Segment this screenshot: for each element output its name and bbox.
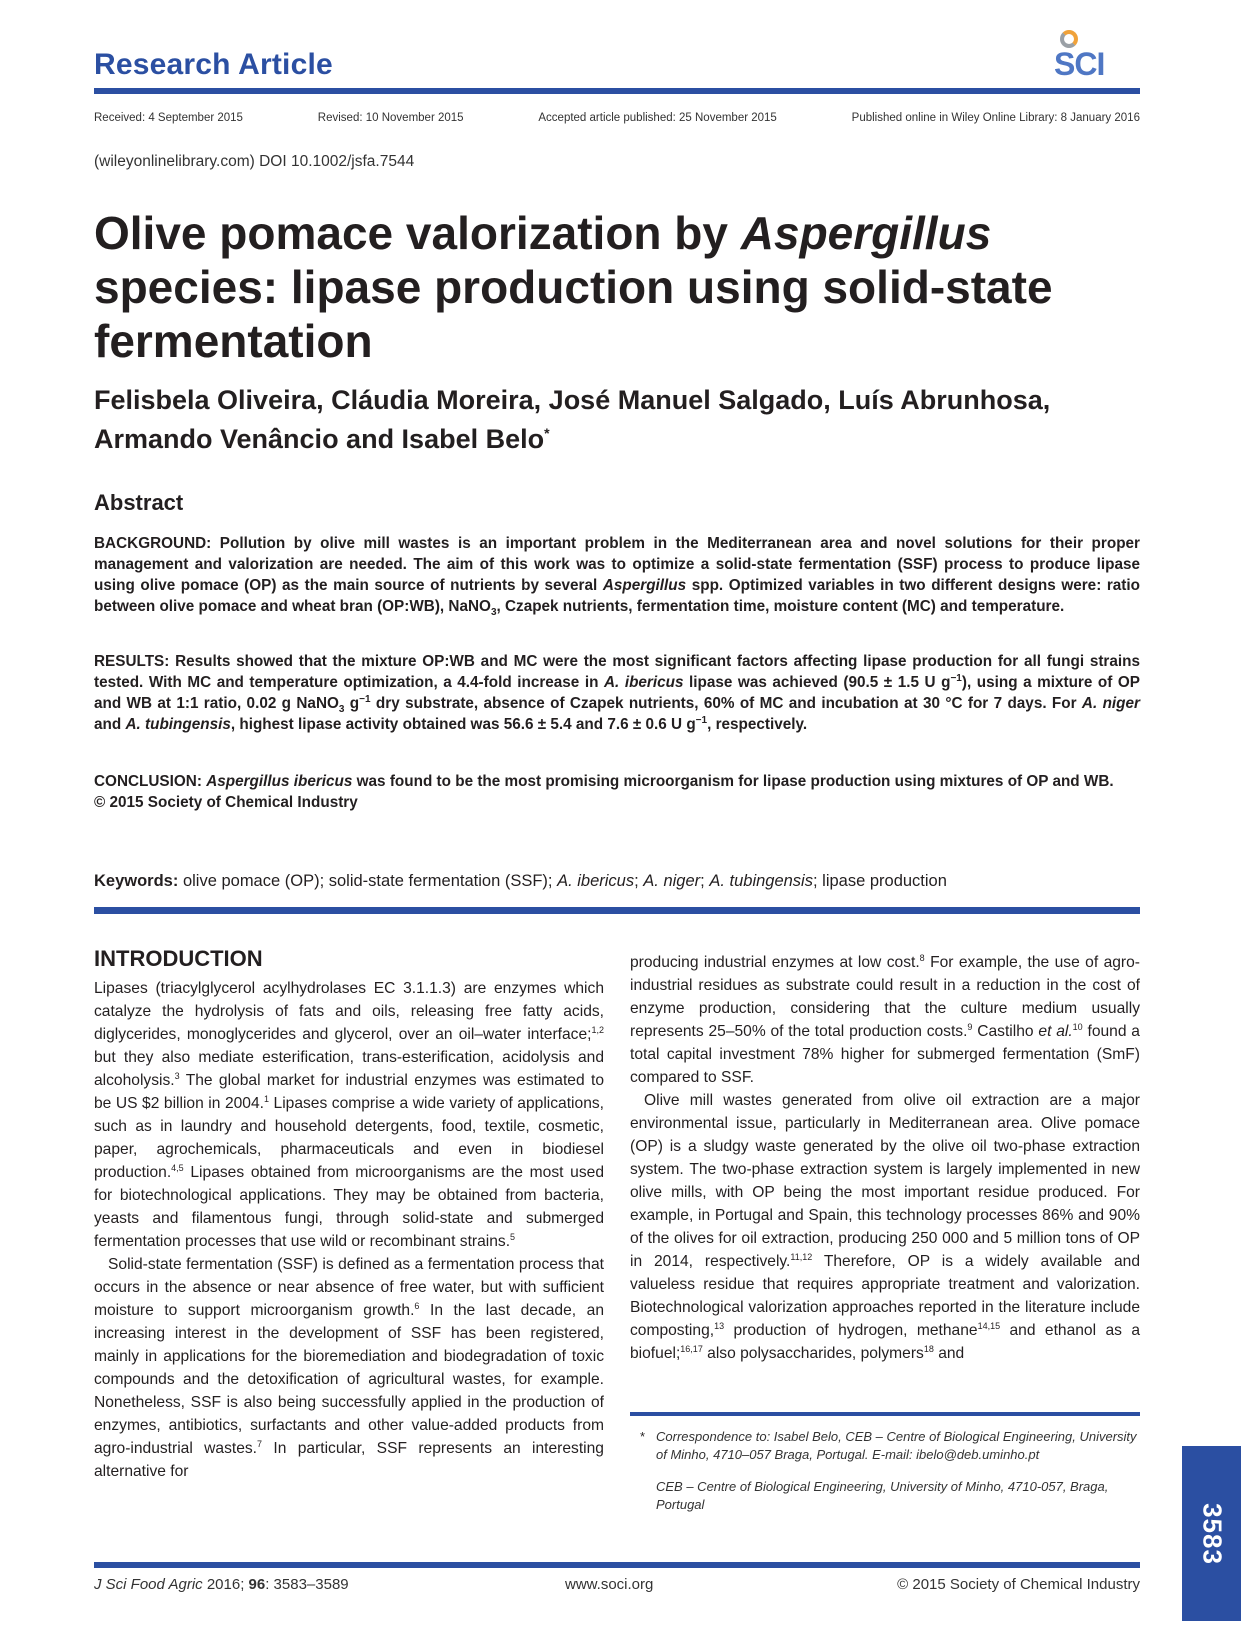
page-number-tab — [1182, 1446, 1241, 1621]
footnote-star: * — [640, 1429, 646, 1444]
abstract-background: BACKGROUND: Pollution by olive mill wastes is an important problem in the Mediterranean area and novel solutions for their proper management and valorization are needed. The aim of this work was to optimize a solid-state fermentation (SSF) process to produce lipase using olive pomace (OP) as the main source of nutrients by several Aspergillus spp. Optimized variables in two different designs were: ratio between olive pomace and wheat bran (OP:WB), NaNO$_3$, Czapek nutrients, fermentation time, moisture content (MC) and temperature. — [94, 535, 1140, 619]
right-column — [630, 951, 1140, 1365]
footer-copyright: © 2015 Society of Chemical Industry — [897, 1576, 1140, 1593]
page-number: 3583 — [1197, 1502, 1227, 1565]
title-text-2: species: lipase production using solid-state fermentation — [94, 261, 1053, 367]
correspondence-note: Correspondence to: Isabel Belo, CEB – Centre of Biological Engineering, University of Minho, 4710–057 Braga, Portugal. E-mail: ibelo@deb.uminho.pt — [656, 1429, 1137, 1462]
abstract-results: RESULTS: Results showed that the mixture OP:WB and MC were the most significant factors affecting lipase production for all fungi strains tested. With MC and temperature optimization, a 4.4-fold increase in A. ibericus lipase was achieved (90.5 ± 1.5 U $g^{-1}$), using a mixture of OP and WB at 1:1 ratio, 0.02 g NaNO$_3$ $g^{-1}$ dry substrate, absence of Czapek nutrients, 60% of MC and incubation at 30 °C for 7 days. For A. niger and A. tubingensis, highest lipase activity obtained was 56.6 ± 5.4 and 7.6 ± 0.6 U $g^{-1}$, respectively. — [94, 653, 1141, 733]
article-dates — [94, 112, 1140, 124]
website-link[interactable]: www.soci.org — [565, 1576, 654, 1593]
introduction-heading: INTRODUCTION — [94, 946, 263, 971]
author-list — [94, 384, 1154, 456]
abstract-copyright: © 2015 Society of Chemical Industry — [94, 794, 358, 811]
journal-citation: J Sci Food Agric 2016; 96: 3583–3589 — [94, 1576, 349, 1593]
revised-date: Revised: 10 November 2015 — [317, 112, 464, 124]
footnote-rule — [630, 1412, 1140, 1416]
title-text: Olive pomace valorization by — [94, 207, 741, 259]
abstract-conclusion: CONCLUSION: Aspergillus ibericus was found to be the most promising microorganism for lipase production using mixtures of OP and WB. © 2015 Society of Chemical Industry — [94, 773, 1114, 811]
intro-paragraph-4: Olive mill wastes generated from olive oil extraction are a major environmental issue, particularly in Mediterranean area. Olive pomace (OP) is a sludgy waste generated by the olive oil two-phase extraction system. The two-phase extraction system is largely implemented in new olive mills, with OP being the most important residue produced. For example, in Portugal and Spain, this technology processes 86% and 90% of the olives for oil extraction, producing 250 000 and 5 million tons of OP in 2014, respectively.$^{11,12}$ Therefore, OP is a widely available and valueless residue that requires appropriate treatment and valorization. Biotechnological valorization approaches reported in the literature include composting,$^{13}$ production of hydrogen, methane$^{14,15}$ and ethanol as a biofuel;$^{16,17}$ also polysaccharides, polymers$^{18}$ and — [630, 1092, 1141, 1362]
intro-paragraph-2: Solid-state fermentation (SSF) is defined as a fermentation process that occurs in the absence or near absence of free water, but with sufficient moisture to support microorganism growth.$^6$ In the last decade, an increasing interest in the development of SSF has been registered, mainly in applications for the bioremediation and biodegradation of toxic compounds and the detoxification of agricultural wastes, for example. Nonetheless, SSF is also being successfully applied in the production of enzymes, antibiotics, surfactants and other value-added products from agro-industrial wastes.$^7$ In particular, SSF represents an interesting alternative for — [94, 1256, 604, 1480]
published-date: Published online in Wiley Online Library: 8 January 2016 — [851, 112, 1140, 124]
intro-paragraph-3: producing industrial enzymes at low cost.$^8$ For example, the use of agro-industrial residues as substrate could result in a reduction in the cost of enzyme production, considering that the culture medium usually represents 25–50% of the total production costs.$^9$ Castilho et al.$^{10}$ found a total capital investment 78% higher for submerged fermentation (SmF) compared to SSF. — [630, 952, 1140, 1086]
abstract-rule — [94, 907, 1140, 914]
sci-logo — [1046, 30, 1140, 86]
corresponding-mark[interactable]: * — [544, 425, 550, 441]
article-title — [94, 206, 1094, 368]
logo-text: SCI — [1054, 46, 1105, 82]
left-column — [94, 977, 604, 1483]
doi[interactable]: (wileyonlinelibrary.com) DOI 10.1002/jsfa.7544 — [94, 153, 415, 170]
accepted-date: Accepted article published: 25 November 2015 — [538, 112, 777, 124]
footer-rule — [94, 1562, 1140, 1568]
affiliation-note: CEB – Centre of Biological Engineering, University of Minho, 4710-057, Braga, Portugal — [656, 1479, 1109, 1512]
authors-line-2: Armando Venâncio and Isabel Belo — [94, 424, 545, 454]
abstract-heading: Abstract — [94, 490, 184, 515]
received-date: Received: 4 September 2015 — [94, 112, 243, 124]
header-rule — [94, 88, 1140, 94]
intro-paragraph-1: Lipases (triacylglycerol acylhydrolases EC 3.1.1.3) are enzymes which catalyze the hydrolysis of fats and oils, releasing free fatty acids, diglycerides, monoglycerides and glycerol, over an oil–water interface;$^{1,2}$ but they also mediate esterification, trans-esterification, acidolysis and alcoholysis.$^3$ The global market for industrial enzymes was estimated to be US $2 billion in 2004.$^1$ Lipases comprise a wide variety of applications, such as in laundry and household detergents, food, textile, cosmetic, paper, agrochemicals, pharmaceuticals and even in biodiesel production.$^{4,5}$ Lipases obtained from microorganisms are the most used for biotechnological applications. They may be obtained from bacteria, yeasts and filamentous fungi, through solid-state and submerged fermentation processes that use wild or recombinant strains.$^5$ — [94, 980, 604, 1250]
authors-line-1: Felisbela Oliveira, Cláudia Moreira, José Manuel Salgado, Luís Abrunhosa, — [94, 385, 1051, 415]
title-italic: Aspergillus — [740, 207, 992, 259]
section-label: Research Article — [94, 48, 333, 81]
keywords: Keywords: olive pomace (OP); solid-state fermentation (SSF); A. ibericus; A. niger; A. tubingensis; lipase production — [94, 872, 947, 890]
